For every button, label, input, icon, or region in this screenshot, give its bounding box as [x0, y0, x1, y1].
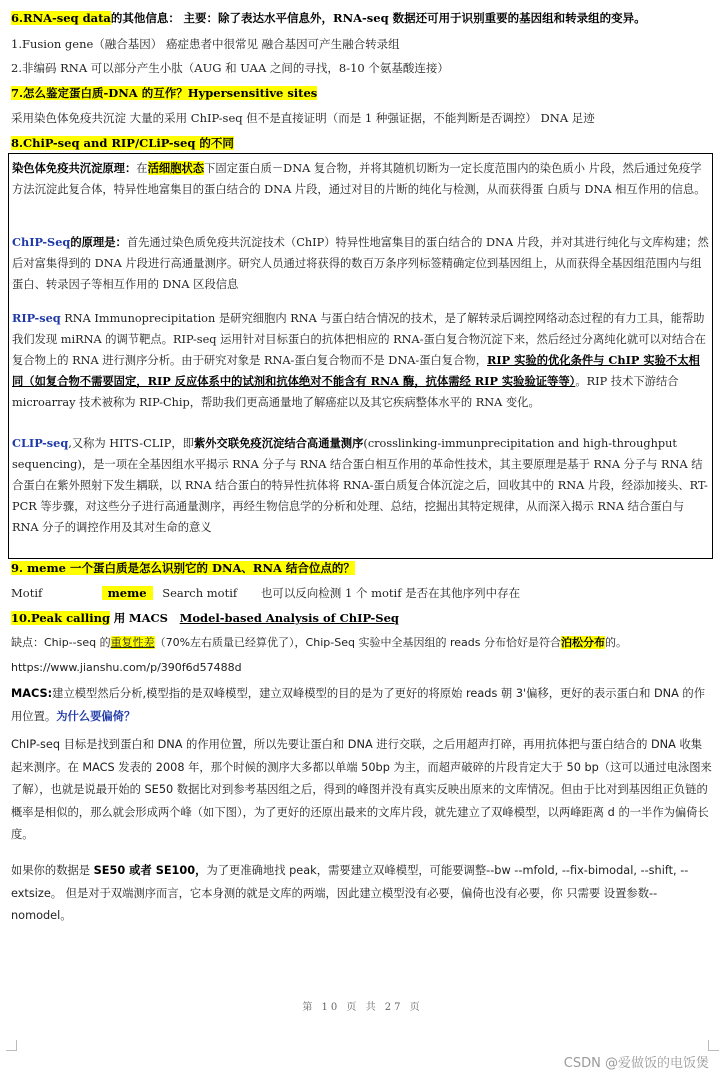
- crop-mark-right: [708, 1040, 719, 1051]
- chromatin-ip-paragraph: 染色体免疫共沉淀原理：在活细胞状态下固定蛋白质－DNA 复合物，并将其随机切断为一定长度范围内的染色质小 片段，然后通过免疫学方法沉淀此复合体，特异性地富集目的蛋白结合的 DNA 片段，通过对目的片断的纯化与检测，从而获得蛋 白质与 DNA 相互作用的信息。: [12, 161, 706, 196]
- fusion-gene-line: 1.Fusion gene（融合基因） 癌症患者中很常见 融合基因可产生融合转录组: [11, 37, 400, 51]
- reference-link[interactable]: https://www.jianshu.com/p/390f6d57488d: [11, 661, 242, 674]
- section-7-body: 采用染色体免疫共沉淀 大量的采用 ChIP-seq 但不是直接证明（而是 1 种强证据，不能判断是否调控） DNA 足迹: [11, 111, 595, 125]
- drawback-line: 缺点：Chip--seq 的重复性差（70%左右质量已经算优了），Chip-Seq 实验中全基因组的 reads 分布恰好是符合泊松分布的。: [11, 636, 627, 649]
- chip-bias-paragraph: ChIP-seq 目标是找到蛋白和 DNA 的作用位置，所以先要让蛋白和 DNA 进行交联，之后用超声打碎，再用抗体把与蛋白结合的 DNA 收集起来测序。在 MACS 发表的 2008 年，那个时候的测序大多都以单端 50bp 为主，而超声破碎的片段肯定大于 50 bp（这可以通过电泳图来了解），也就是说最开始的 SE50 数据比对到参考基因组之后，得到的峰图并没有真实反映出原来的文库情况。但由于比对到基因组正负链的概率是相似的，那么就会形成两个峰（如下图），为了更好的还原出最来的文库片段，就先建立了双峰模型，以两峰距离 d 的一半作为偏倚长度。: [11, 738, 712, 841]
- page-number: 第 10 页 共 27 页: [302, 1002, 423, 1013]
- watermark: CSDN @爱做饭的电饭煲: [563, 1056, 709, 1071]
- macs-paragraph: MACS:建立模型然后分析,模型指的是双峰模型，建立双峰模型的目的是为了更好的将原始 reads 朝 3'偏移，更好的表示蛋白和 DNA 的作用位置。为什么要偏倚？: [11, 687, 706, 723]
- section-7-heading: 7.怎么鉴定蛋白质-DNA 的互作？Hypersensitive sites: [11, 86, 318, 100]
- section-9-heading: 9. meme 一个蛋白质是怎么识别它的 DNA、RNA 结合位点的？: [11, 561, 355, 575]
- section-10-heading: 10.Peak calling 用 MACS Model-based Analysis of ChIP-Seq: [11, 611, 399, 625]
- chip-seq-paragraph: ChIP-Seq的原理是：首先通过染色质免疫共沉淀技术（ChIP）特异性地富集目的蛋白结合的 DNA 片段，并对其进行纯化与文库构建；然后对富集得到的 DNA 片段进行高通量测序。研究人员通过将获得的数百万条序列标签精确定位到基因组上，从而获得全基因组范围内与组蛋白、转录因子等相互作用的 DNA 区段信息: [12, 235, 709, 291]
- clip-seq-paragraph: CLIP-seq,又称为 HITS-CLIP，即紫外交联免疫沉淀结合高通量测序(crosslinking-immunprecipitation and high-throughput sequencing)，是一项在全基因组水平揭示 RNA 分子与 RNA 结合蛋白相互作用的革命性技术，其主要原理是基于 RNA 分子与 RNA 结合蛋白在紫外照射下发生耦联，以 RNA 结合蛋白的特异性抗体将 RNA-蛋白质复合体沉淀之后，回收其中的 RNA 片段，经添加接头、RT-PCR 等步骤，对这些分子进行高通量测序，再经生物信息学的分析和处理、总结，挖掘出其特定规律，从而深入揭示 RNA 结合蛋白与 RNA 分子的调控作用及其对生命的意义: [12, 436, 708, 534]
- rip-seq-paragraph: RIP-seq RNA Immunoprecipitation 是研究细胞内 RNA 与蛋白结合情况的技术，是了解转录后调控网络动态过程的有力工具，能帮助我们发现 miRNA 的调节靶点。RIP-seq 运用针对目标蛋白的抗体把相应的 RNA-蛋白复合物沉淀下来，然后经过分离纯化就可以对结合在复合物上的 RNA 进行测序分析。由于研究对象是 RNA-蛋白复合物而不是 DNA-蛋白复合物，RIP 实验的优化条件与 ChIP 实验不太相同（如复合物不需要固定，RIP 反应体系中的试剂和抗体绝对不能含有 RNA 酶，抗体需经 RIP 实验验证等等）。RIP 技术下游结合 microarray 技术被称为 RIP-Chip，帮助我们更高通量地了解癌症以及其它疾病整体水平的 RNA 变化。: [12, 311, 706, 409]
- crop-mark-left: [6, 1040, 17, 1051]
- parameter-paragraph: 如果你的数据是 SE50 或者 SE100，为了更准确地找 peak，需要建立双峰模型，可能要调整--bw --mfold, --fix-bimodal, --shift, --extsize。 但是对于双端测序而言，它本身测的就是文库的两端，因此建立模型没有必要，偏倚也没有必要，你 只需要 设置参数--nomodel。: [11, 864, 689, 922]
- noncoding-rna-line: 2.非编码 RNA 可以部分产生小肽（AUG 和 UAA 之间的寻找，8-10 个氨基酸连接）: [11, 61, 449, 75]
- motif-line: Motif meme Search motif 也可以反向检测 1 个 motif 是否在其他序列中存在: [11, 586, 521, 600]
- section-8-heading: 8.ChiP-seq and RIP/CLiP-seq 的不同: [11, 136, 234, 150]
- section-6-heading: 6.RNA-seq data的其他信息： 主要：除了表达水平信息外，RNA-seq 数据还可用于识别重要的基因组和转录组的变异。: [11, 11, 646, 25]
